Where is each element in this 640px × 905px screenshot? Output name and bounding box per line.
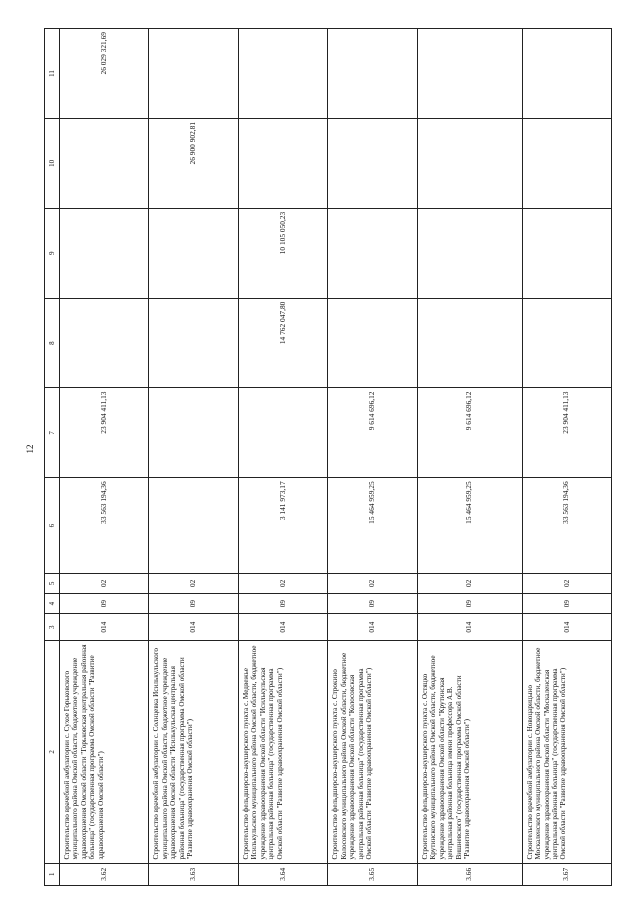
amount-col-11	[328, 29, 417, 119]
amount-col-6: 3 141 973,17	[238, 478, 327, 573]
amount-col-10	[328, 118, 417, 208]
row-number: 3.64	[238, 863, 327, 885]
budget-table-container	[44, 28, 612, 886]
column-number-row	[45, 29, 60, 886]
page-number: 12	[25, 444, 35, 454]
object-name: Строительство фельдшерско-акушерского пункта с. Медвежье Исилькульского муниципального района Омской области, бюджетное учреждение здравоохранения Омской области "Исилькульская центральная районная больница" (государственная программа Омской области "Развитие здравоохранения Омской области")	[238, 641, 327, 863]
amount-col-8	[149, 298, 238, 388]
code-3: 014	[149, 614, 238, 641]
amount-col-9	[328, 208, 417, 298]
col-header-3: 3	[45, 614, 60, 641]
code-4: 09	[149, 594, 238, 614]
col-header-4: 4	[45, 594, 60, 614]
amount-col-9	[149, 208, 238, 298]
code-4: 09	[522, 594, 611, 614]
amount-col-11	[238, 29, 327, 119]
code-4: 09	[417, 594, 522, 614]
amount-col-7: 9 614 696,12	[417, 388, 522, 478]
col-header-8: 8	[45, 298, 60, 388]
table-row	[60, 29, 149, 886]
amount-col-9: 10 105 050,23	[238, 208, 327, 298]
amount-col-8	[522, 298, 611, 388]
amount-col-10	[522, 118, 611, 208]
col-header-10: 10	[45, 118, 60, 208]
rotated-table-frame	[44, 28, 612, 886]
amount-col-7: 23 904 411,13	[60, 388, 149, 478]
col-header-6: 6	[45, 478, 60, 573]
amount-col-7: 23 904 411,13	[522, 388, 611, 478]
object-name: Строительство врачебной амбулатории с. Солнцевка Исилькульского муниципального района Омской области, бюджетное учреждение здравоохранения Омской области "Исилькульская центральная районная больница" (государственная программа Омской области "Развитие здравоохранения Омской области")	[149, 641, 238, 863]
row-number: 3.63	[149, 863, 238, 885]
object-name: Строительство фельдшерско-акушерского пункта с. Строкино Колосовского муниципального района Омской области, бюджетное учреждение здравоохранения Омской области "Колосовская центральная районная больница" (государственная программа Омской области "Развитие здравоохранения Омской области")	[328, 641, 417, 863]
table-row	[149, 29, 238, 886]
code-3: 014	[522, 614, 611, 641]
code-5: 02	[60, 573, 149, 593]
amount-col-7	[149, 388, 238, 478]
table-row	[522, 29, 611, 886]
amount-col-11	[522, 29, 611, 119]
amount-col-10	[417, 118, 522, 208]
code-5: 02	[238, 573, 327, 593]
amount-col-6	[149, 478, 238, 573]
code-3: 014	[328, 614, 417, 641]
amount-col-6: 33 563 194,36	[60, 478, 149, 573]
code-5: 02	[522, 573, 611, 593]
code-5: 02	[417, 573, 522, 593]
amount-col-11	[149, 29, 238, 119]
row-number: 3.65	[328, 863, 417, 885]
amount-col-7: 9 614 696,12	[328, 388, 417, 478]
amount-col-6: 15 464 959,25	[417, 478, 522, 573]
amount-col-6: 15 464 959,25	[328, 478, 417, 573]
table-row	[417, 29, 522, 886]
code-3: 014	[417, 614, 522, 641]
code-3: 014	[238, 614, 327, 641]
col-header-1: 1	[45, 863, 60, 885]
amount-col-10	[60, 118, 149, 208]
amount-col-10	[238, 118, 327, 208]
code-5: 02	[328, 573, 417, 593]
row-number: 3.66	[417, 863, 522, 885]
amount-col-8	[328, 298, 417, 388]
code-4: 09	[238, 594, 327, 614]
amount-col-8	[60, 298, 149, 388]
amount-col-6: 33 563 194,36	[522, 478, 611, 573]
code-4: 09	[328, 594, 417, 614]
amount-col-11: 26 029 321,69	[60, 29, 149, 119]
code-3: 014	[60, 614, 149, 641]
object-name: Строительство врачебной амбулатории с. Новоцарицыно Москаленского муниципального района Омской области, бюджетное учреждение здравоохранения Омской области "Москаленская центральная районная больница" (государственная программа Омской области "Развитие здравоохранения Омской области")	[522, 641, 611, 863]
amount-col-9	[417, 208, 522, 298]
code-5: 02	[149, 573, 238, 593]
col-header-5: 5	[45, 573, 60, 593]
col-header-11: 11	[45, 29, 60, 119]
row-number: 3.67	[522, 863, 611, 885]
row-number: 3.62	[60, 863, 149, 885]
amount-col-8: 14 762 047,80	[238, 298, 327, 388]
object-name: Строительство фельдшерско-акушерского пункта с. Остяцко Крутинского муниципального района Омской области, бюджетное учреждение здравоохранения Омской области "Крутинская центральная районная больница имени профессора А.В. Вишневского" (государственная программа Омской области "Развитие здравоохранения Омской области")	[417, 641, 522, 863]
amount-col-8	[417, 298, 522, 388]
table-row	[238, 29, 327, 886]
object-name: Строительство врачебной амбулатории с. Сухое Горьковского муниципального района Омской области, бюджетное учреждение здравоохранения Омской области "Горьковская центральная районная больница" (государственная программа Омской области "Развитие здравоохранения Омской области")	[60, 641, 149, 863]
amount-col-11	[417, 29, 522, 119]
col-header-7: 7	[45, 388, 60, 478]
amount-col-9	[60, 208, 149, 298]
amount-col-10: 26 900 902,81	[149, 118, 238, 208]
code-4: 09	[60, 594, 149, 614]
amount-col-9	[522, 208, 611, 298]
col-header-9: 9	[45, 208, 60, 298]
col-header-2: 2	[45, 641, 60, 863]
amount-col-7	[238, 388, 327, 478]
table-row	[328, 29, 417, 886]
budget-table	[44, 28, 612, 886]
